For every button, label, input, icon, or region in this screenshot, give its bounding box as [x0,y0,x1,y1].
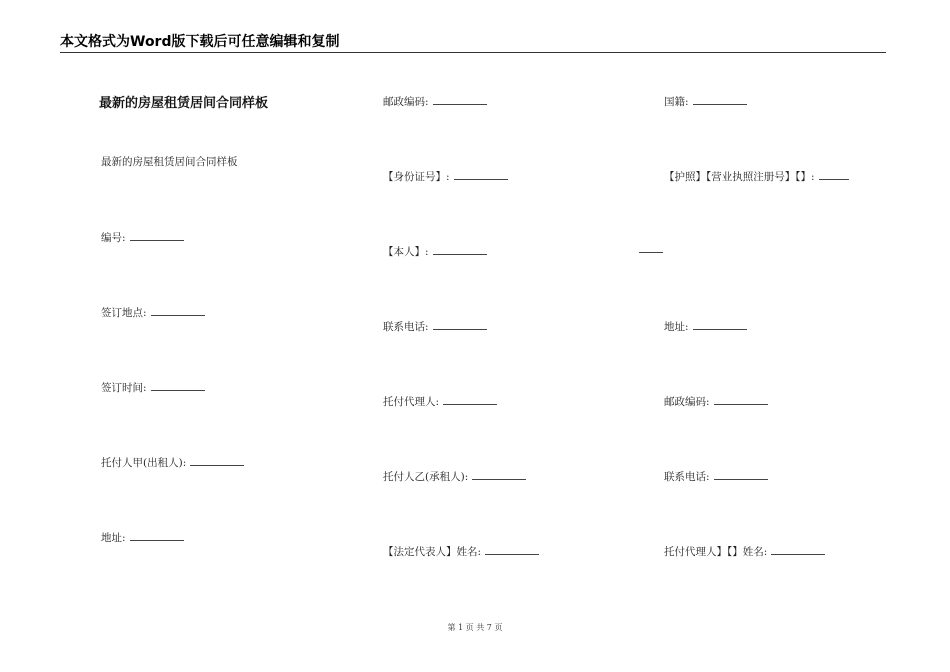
field-party-a-address[interactable]: 地址: [101,530,184,545]
blank-line[interactable] [714,469,768,480]
blank-line[interactable] [433,319,487,330]
field-party-b[interactable]: 托付人乙(承租人): [383,469,526,484]
field-self[interactable]: 【本人】: [383,244,487,259]
field-agent-a[interactable]: 托付代理人: [383,394,497,409]
field-phone-a[interactable]: 联系电话: [383,319,487,334]
blank-line[interactable] [472,469,526,480]
blank-line[interactable] [693,319,747,330]
blank-line[interactable] [151,380,205,391]
field-signing-time[interactable]: 签订时间: [101,380,205,395]
blank-line[interactable] [443,394,497,405]
page-header [60,34,886,53]
blank-line[interactable] [454,169,508,180]
field-nationality[interactable]: 国籍: [664,94,747,109]
field-passport-license[interactable]: 【护照】【营业执照注册号】【】: [664,169,849,184]
blank-line[interactable] [151,305,205,316]
blank-line[interactable] [433,94,487,105]
blank-line[interactable] [771,544,825,555]
blank-line[interactable] [130,530,184,541]
field-phone-b[interactable]: 联系电话: [664,469,768,484]
blank-line[interactable] [130,230,184,241]
blank-line[interactable] [819,169,849,180]
blank-line[interactable] [693,94,747,105]
blank-line[interactable] [639,252,663,253]
page-footer: 第 1 页 共 7 页 [447,623,503,632]
document-title: 最新的房屋租赁居间合同样板 [99,96,269,111]
blank-line[interactable] [433,244,487,255]
field-legal-representative[interactable]: 【法定代表人】姓名: [383,544,539,559]
field-contract-number[interactable]: 编号: [101,230,184,245]
field-postal-code-a[interactable]: 邮政编码: [383,94,487,109]
field-id-number[interactable]: 【身份证号】: [383,169,508,184]
header-text: 本文格式为Word版下载后可任意编辑和复制 [60,34,340,50]
document-subtitle: 最新的房屋租赁居间合同样板 [101,156,238,168]
field-postal-code-b[interactable]: 邮政编码: [664,394,768,409]
blank-line[interactable] [190,455,244,466]
field-signing-place[interactable]: 签订地点: [101,305,205,320]
blank-line[interactable] [485,544,539,555]
field-address-b[interactable]: 地址: [664,319,747,334]
blank-line[interactable] [714,394,768,405]
field-agent-b-name[interactable]: 托付代理人】【】姓名: [664,544,825,559]
field-party-a[interactable]: 托付人甲(出租人): [101,455,244,470]
